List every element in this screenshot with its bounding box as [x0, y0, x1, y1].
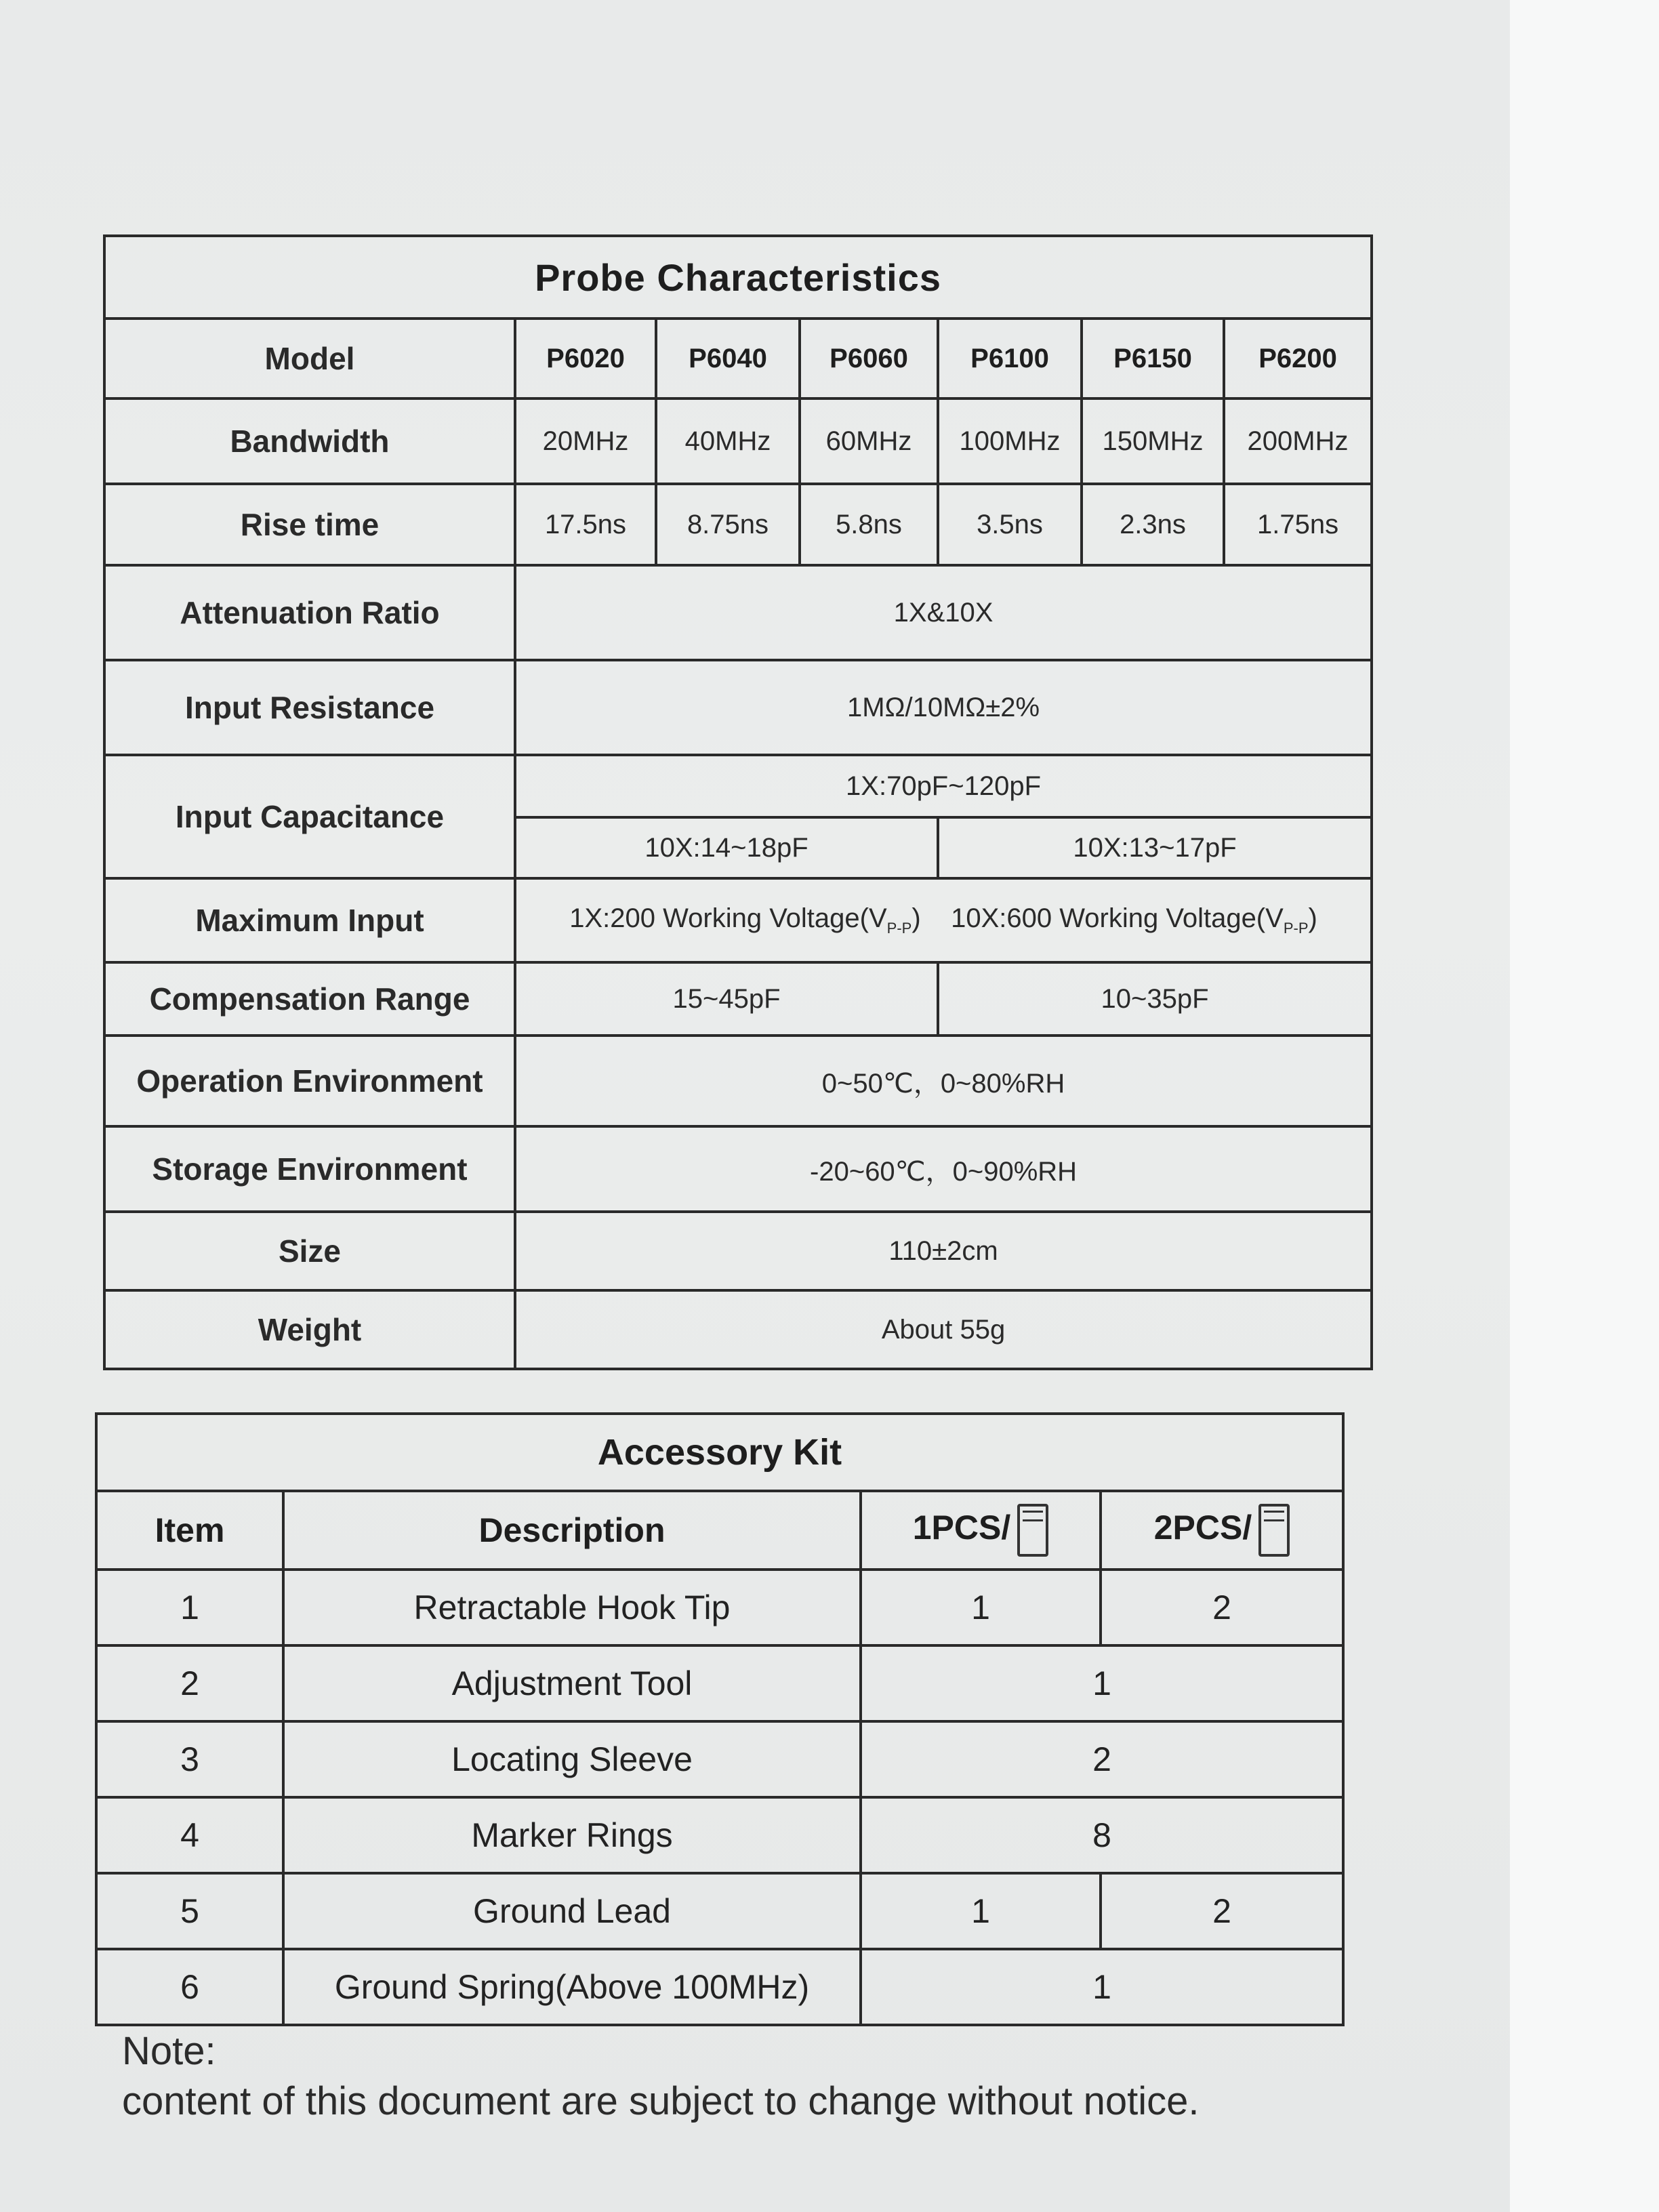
model-cell: P6100 [938, 319, 1082, 398]
header-2pcs-label: 2PCS/ [1153, 1509, 1252, 1547]
row-label-storage-environment: Storage Environment [104, 1126, 515, 1212]
maximum-input-10x: 10X:600 Working Voltage(V [951, 903, 1284, 933]
note-heading: Note: [122, 2029, 216, 2073]
rise-time-cell: 3.5ns [938, 484, 1082, 565]
paren-close: ) [1308, 903, 1317, 933]
kit-item-description: Ground Spring(Above 100MHz) [283, 1949, 861, 2025]
kit-item-description: Marker Rings [283, 1797, 861, 1873]
rise-time-cell: 8.75ns [656, 484, 800, 565]
bandwidth-cell: 150MHz [1082, 398, 1224, 484]
kit-item-number: 4 [96, 1797, 283, 1873]
compensation-left: 15~45pF [515, 962, 938, 1036]
compensation-right: 10~35pF [938, 962, 1372, 1036]
attenuation-value: 1X&10X [515, 565, 1372, 660]
bag-icon [1017, 1504, 1048, 1557]
kit-qty: 1 [861, 1645, 1343, 1721]
maximum-input-value [515, 878, 1372, 962]
rise-time-cell: 17.5ns [515, 484, 656, 565]
kit-table-title: Accessory Kit [96, 1414, 1343, 1491]
voltage-subscript: P-P [886, 920, 912, 937]
row-label-model: Model [104, 319, 515, 398]
kit-qty: 2 [861, 1721, 1343, 1797]
voltage-subscript: P-P [1283, 920, 1309, 937]
input-capacitance-10x-left: 10X:14~18pF [515, 817, 938, 878]
kit-qty-2pcs: 2 [1101, 1873, 1343, 1949]
model-cell: P6060 [800, 319, 938, 398]
bandwidth-cell: 200MHz [1224, 398, 1372, 484]
storage-environment-value: -20~60℃，0~90%RH [515, 1126, 1372, 1212]
row-label-size: Size [104, 1212, 515, 1290]
header-2pcs [1101, 1491, 1343, 1570]
paren-close: ) [912, 903, 921, 933]
bag-icon [1258, 1504, 1290, 1557]
row-label-input-resistance: Input Resistance [104, 660, 515, 755]
row-label-rise-time: Rise time [104, 484, 515, 565]
input-resistance-value: 1MΩ/10MΩ±2% [515, 660, 1372, 755]
input-capacitance-1x: 1X:70pF~120pF [515, 755, 1372, 817]
bandwidth-cell: 20MHz [515, 398, 656, 484]
kit-qty: 1 [861, 1949, 1343, 2025]
note-block [122, 2026, 1200, 2127]
row-label-compensation-range: Compensation Range [104, 962, 515, 1036]
accessory-kit-table [95, 1412, 1345, 2026]
kit-item-description: Retractable Hook Tip [283, 1570, 861, 1645]
size-value: 110±2cm [515, 1212, 1372, 1290]
kit-item-number: 3 [96, 1721, 283, 1797]
row-label-attenuation: Attenuation Ratio [104, 565, 515, 660]
input-capacitance-10x-right: 10X:13~17pF [938, 817, 1372, 878]
row-label-bandwidth: Bandwidth [104, 398, 515, 484]
model-cell: P6020 [515, 319, 656, 398]
operation-environment-value: 0~50℃，0~80%RH [515, 1036, 1372, 1126]
probe-table-title: Probe Characteristics [104, 236, 1372, 319]
model-cell: P6040 [656, 319, 800, 398]
probe-characteristics-table [103, 234, 1373, 1370]
kit-qty-1pcs: 1 [861, 1570, 1101, 1645]
row-label-weight: Weight [104, 1290, 515, 1369]
header-1pcs [861, 1491, 1101, 1570]
kit-qty: 8 [861, 1797, 1343, 1873]
kit-item-description: Locating Sleeve [283, 1721, 861, 1797]
maximum-input-1x: 1X:200 Working Voltage(V [569, 903, 887, 933]
kit-item-description: Ground Lead [283, 1873, 861, 1949]
kit-item-description: Adjustment Tool [283, 1645, 861, 1721]
note-text: content of this document are subject to change without notice. [122, 2079, 1200, 2123]
header-description: Description [283, 1491, 861, 1570]
row-label-operation-environment: Operation Environment [104, 1036, 515, 1126]
weight-value: About 55g [515, 1290, 1372, 1369]
kit-item-number: 6 [96, 1949, 283, 2025]
row-label-maximum-input: Maximum Input [104, 878, 515, 962]
kit-item-number: 1 [96, 1570, 283, 1645]
header-item: Item [96, 1491, 283, 1570]
bandwidth-cell: 100MHz [938, 398, 1082, 484]
row-label-input-capacitance: Input Capacitance [104, 755, 515, 878]
kit-item-number: 2 [96, 1645, 283, 1721]
kit-item-number: 5 [96, 1873, 283, 1949]
background-surface [1510, 0, 1659, 2212]
model-cell: P6200 [1224, 319, 1372, 398]
bandwidth-cell: 60MHz [800, 398, 938, 484]
header-1pcs-label: 1PCS/ [912, 1509, 1011, 1547]
rise-time-cell: 5.8ns [800, 484, 938, 565]
kit-qty-1pcs: 1 [861, 1873, 1101, 1949]
rise-time-cell: 2.3ns [1082, 484, 1224, 565]
kit-qty-2pcs: 2 [1101, 1570, 1343, 1645]
rise-time-cell: 1.75ns [1224, 484, 1372, 565]
bandwidth-cell: 40MHz [656, 398, 800, 484]
model-cell: P6150 [1082, 319, 1224, 398]
